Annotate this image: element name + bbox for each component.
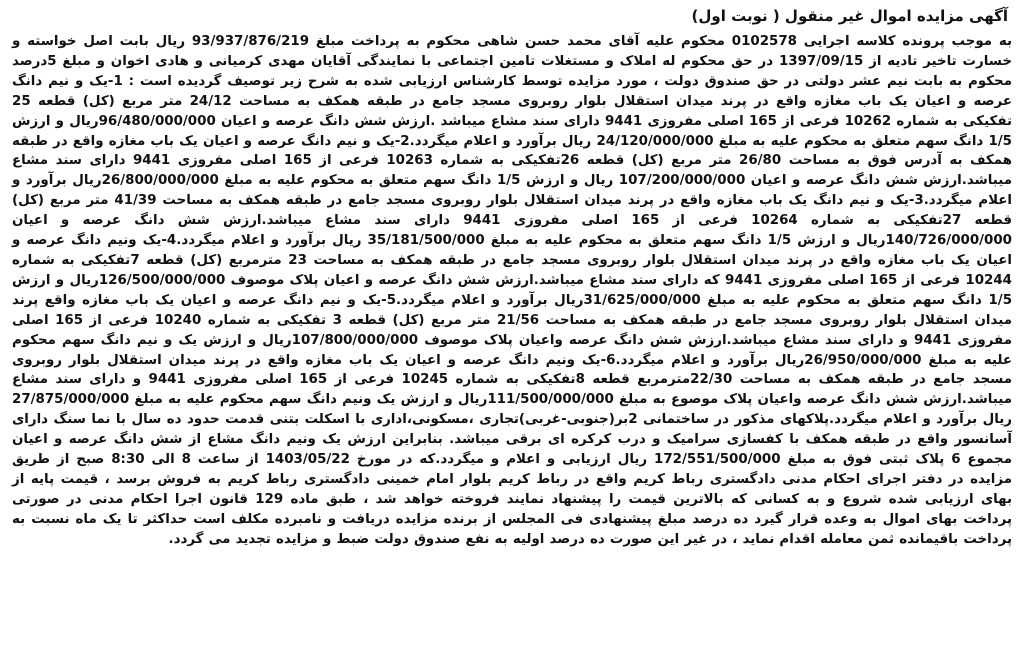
notice-title: آگهی مزایده اموال غیر منقول ( نوبت اول) [691, 7, 1008, 25]
notice-body: به موجب پرونده کلاسه اجرایی 0102578 محکوم علیه آقای محمد حسن شاهی محکوم به پرداخت مبلغ 93/937/876/219 ریال بابت اصل خواسته و خسارت تاخیر تادیه از 1397/09/15 در حق محکوم له املاک و مستغلات تامین اجتماعی با نمایندگی آقایان مهدی کرمیانی و هادی اخوان و مبلغ 5درصد محکوم به بابت نیم عشر دولتی در حق صندوق دولت ، مورد مزایده توسط کارشناس ارزیابی شده به شرح زیر توصیف گردیده است : 1-یک و نیم دانگ عرصه و اعیان یک باب مغازه واقع در پرند میدان استقلال بلوار روبروی مسجد جامع در طبقه همکف به مساحت 24/12 متر مربع (کل) قطعه 25 تفکیکی به شماره 10262 فرعی از 165 اصلی مفروزی 9441 دارای سند مشاع میباشد .ارزش شش دانگ عرصه و اعیان 96/480/000/000ریال و ارزش 1/5 دانگ سهم متعلق به محکوم علیه به مبلغ 24/120/000/000 ریال برآورد و اعلام میگردد.2-یک و نیم دانگ عرصه و اعیان یک باب مغازه واقع در طبقه همکف به آدرس فوق به مساحت 26/80 متر مربع (کل) قطعه 26تفکیکی به شماره 10263 فرعی از 165 اصلی مفروزی 9441 دارای سند مشاع میباشد.ارزش شش دانگ عرصه و اعیان 107/200/000/000 ریال و ارزش 1/5 دانگ سهم متعلق به محکوم علیه به مبلغ 26/800/000/000ریال برآورد و اعلام میگردد.3-یک و نیم دانگ یک باب مغازه واقع در پرند میدان استقلال بلوار روبروی مسجد جامع در طبقه همکف به مساحت 41/39 متر مربع (کل) قطعه 27تفکیکی به شماره 10264 فرعی از 165 اصلی مفروزی 9441 دارای سند مشاع میباشد.ارزش شش دانگ عرصه و اعیان 140/726/000/000ریال و ارزش 1/5 دانگ سهم متعلق به محکوم علیه به مبلغ 35/181/500/000 ریال برآورد و اعلام میگردد.4-یک ونیم دانگ عرصه و اعیان یک باب مغازه واقع در پرند میدان استقلال بلوار روبروی مسجد جامع در طبقه همکف به مساحت 23 مترمربع (کل) قطعه 7تفکیکی به شماره 10244 فرعی از 165 اصلی مفروزی 9441 که دارای سند مشاع میباشد.ارزش شش دانگ عرصه و اعیان پلاک موصوف 126/500/000/000ریال و ارزش 1/5 دانگ سهم متعلق به محکوم علیه به مبلغ 31/625/000/000ریال برآورد و اعلام میگردد.5-یک و نیم دانگ عرصه و اعیان یک باب مغازه واقع پرند میدان استقلال بلوار روبروی مسجد جامع در طبقه همکف به مساحت 21/56 متر مربع (کل) قطعه 3 تفکیکی به شماره 10240 فرعی از 165 اصلی مفروزی 9441 و دارای سند مشاع میباشد.ارزش شش دانگ عرصه واعیان پلاک موصوف 107/800/000/000ریال و ارزش یک و نیم دانگ سهم محکوم علیه به مبلغ 26/950/000/000ریال برآورد و اعلام میگردد.6-یک ونیم دانگ عرصه و اعیان یک باب مغازه واقع در پرند میدان استقلال بلوار روبروی مسجد جامع در طبقه همکف به مساحت 22/30مترمربع قطعه 8تفکیکی به شماره 10245 فرعی از 165 اصلی مفروزی 9441 و دارای سند مشاع میباشد.ارزش شش دانگ عرصه واعیان پلاک موصوع به مبلغ 111/500/000/000ریال و ارزش یک ونیم دانگ سهم محکوم علیه به مبلغ 27/875/000/000 ریال برآورد و اعلام میگردد.پلاکهای مذکور در ساختمانی 2بر(جنوبی-غربی)تجاری ،مسکونی،اداری با اسکلت بتنی قدمت حدود ده سال با نما سنگ دارای آسانسور واقع در طبقه همکف با کفسازی سرامیک و درب کرکره ای برقی میباشد. بنابراین ارزش یک ونیم دانگ مشاع از شش دانگ عرصه و اعیان مجموع 6 پلاک ثبتی فوق به مبلغ 172/551/500/000 ریال ارزیابی و اعلام و میگردد.که در مورخ 1403/05/22 از ساعت 8 الی 8:30 صبح از طریق مزایده در دفتر اجرای احکام مدنی دادگستری رباط کریم واقع در رباط کریم بلوار امام خمینی دادگستری رباط کریم به فروش برسد ، قیمت پایه از بهای ارزیابی شده شروع و به کسانی که بالاترین قیمت را پیشنهاد نمایند فروخته خواهد شد ، طبق ماده 129 قانون اجرا احکام مدنی در صورتی پرداخت بهای اموال به وعده قرار گیرد ده درصد مبلغ پیشنهادی فی المجلس از برنده مزایده دریافت و نامبرده مکلف است حداکثر تا یک ماه نسبت به پرداخت باقیمانده ثمن معامله اقدام نماید ، در غیر این صورت ده درصد اولیه به نفع صندوق دولت ضبط و مزایده تجدید می گردد. [12, 34, 1013, 547]
